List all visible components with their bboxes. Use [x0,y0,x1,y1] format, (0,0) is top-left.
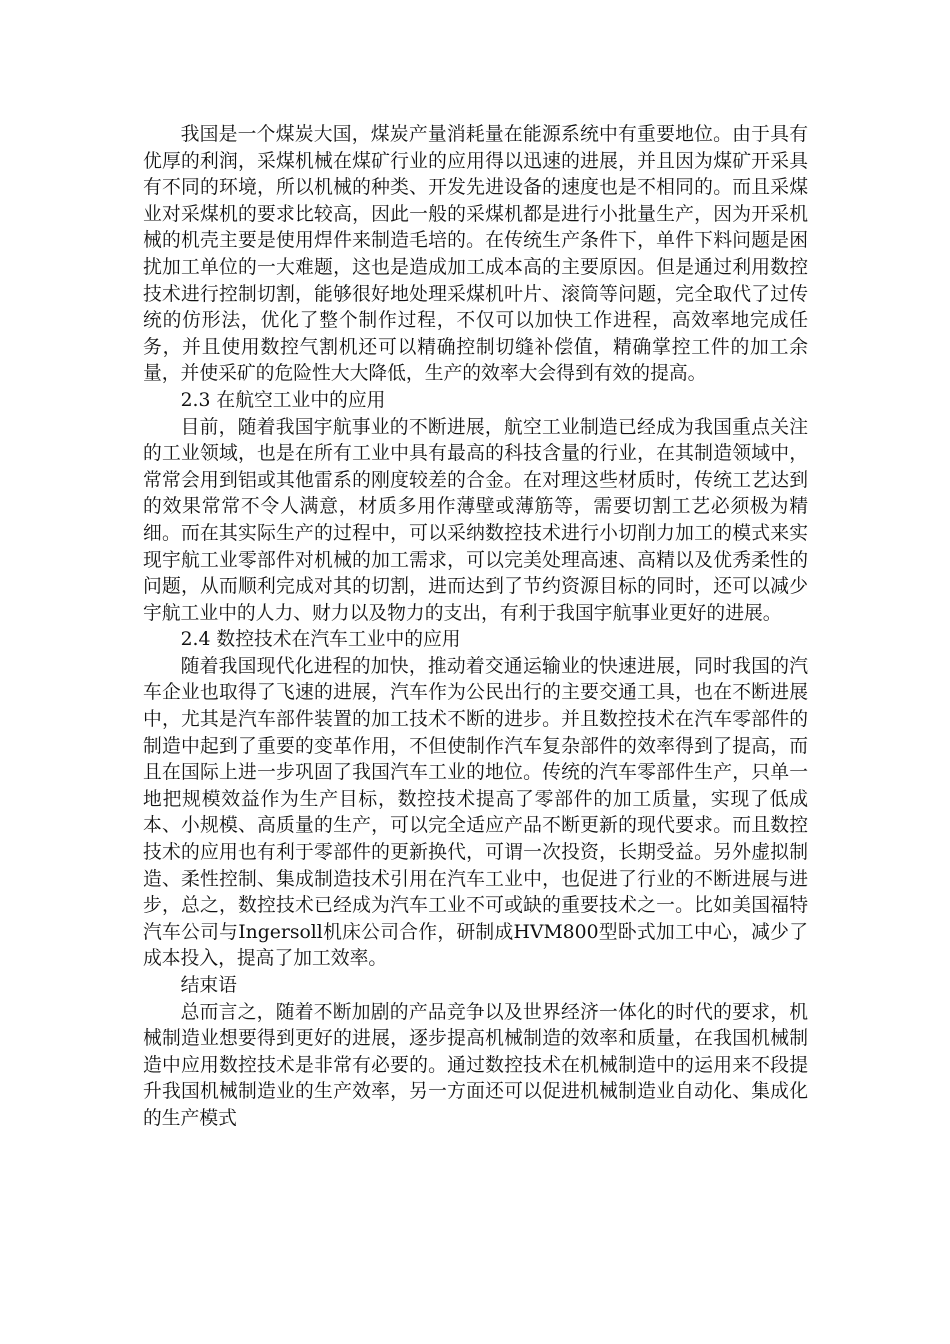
section-heading-2-4: 2.4 数控技术在汽车工业中的应用 [180,629,461,651]
section-heading-2-3: 2.3 在航空工业中的应用 [180,389,386,411]
paragraph-coal-mining: 我国是一个煤炭大国，煤炭产量消耗量在能源系统中有重要地位。由于具有优厚的利润，采煤机械在煤矿行业的应用得以迅速的进展，并且因为煤矿开采具有不同的环境，所以机械的种类、开发先进设备的速度也是不相同的。而且采煤业对采煤机的要求比较高，因此一般的采煤机都是进行小批量生产，因为开采机械的机壳主要是使用焊件来制造毛培的。在传统生产条件下，单件下料问题是困扰加工单位的一大难题，这也是造成加工成本高的主要原因。但是通过利用数控技术进行控制切割，能够很好地处理采煤机叶片、滚筒等问题，完全取代了过传统的仿形法，优化了整个制作过程，不仅可以加快工作进程，高效率地完成任务，并且使用数控气割机还可以精确控制切缝补偿值，精确掌控工件的加工余量，并使采矿的危险性大大降低，生产的效率大会得到有效的提高。 [143,124,808,385]
document-page [143,122,808,1133]
section-heading-conclusion: 结束语 [180,975,237,996]
paragraph-aviation: 目前，随着我国宇航事业的不断进展，航空工业制造已经成为我国重点关注的工业领域，也是在所有工业中具有最高的科技含量的行业，在其制造领域中，常常会用到铝或其他雷系的刚度较差的合金。在对理这些材质时，传统工艺达到的效果常常不令人满意，材质多用作薄壁或薄筋等，需要切割工艺必须极为精细。而在其实际生产的过程中，可以采纳数控技术进行小切削力加工的模式来实现宇航工业零部件对机械的加工需求，可以完美处理高速、高精以及优秀柔性的问题，从而顺利完成对其的切割，进而达到了节约资源目标的同时，还可以减少宇航工业中的人力、财力以及物力的支出，有利于我国宇航事业更好的进展。 [143,416,808,624]
paragraph-conclusion: 总而言之，随着不断加剧的产品竞争以及世界经济一体化的时代的要求，机械制造业想要得到更好的进展，逐步提高机械制造的效率和质量，在我国机械制造中应用数控技术是非常有必要的。通过数控技术在机械制造中的运用来不段提升我国机械制造业的生产效率，另一方面还可以促进机械制造业自动化、集成化的生产模式 [143,1001,808,1129]
paragraph-automotive: 随着我国现代化进程的加快，推动着交通运输业的快速进展，同时我国的汽车企业也取得了飞速的进展，汽车作为公民出行的主要交通工具，也在不断进展中，尤其是汽车部件装置的加工技术不断的进步。并且数控技术在汽车零部件的制造中起到了重要的变革作用，不但使制作汽车复杂部件的效率得到了提高，而且在国际上进一步巩固了我国汽车工业的地位。传统的汽车零部件生产，只单一地把规模效益作为生产目标，数控技术提高了零部件的加工质量，实现了低成本、小规模、高质量的生产，可以完全适应产品不断更新的现代要求。而且数控技术的应用也有利于零部件的更新换代，可谓一次投资，长期受益。另外虚拟制造、柔性控制、集成制造技术引用在汽车工业中，也促进了行业的不断进展与进步，总之，数控技术已经成为汽车工业不可或缺的重要技术之一。比如美国福特汽车公司与Ingersoll机床公司合作，研制成HVM800型卧式加工中心，减少了成本投入，提高了加工效率。 [143,655,808,970]
